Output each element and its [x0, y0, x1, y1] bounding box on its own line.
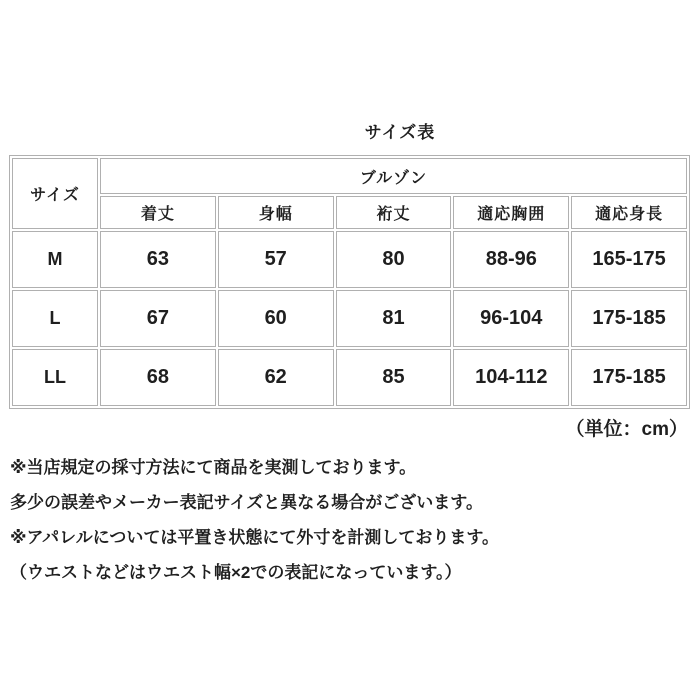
column-header-sleeve-length: 裄丈 [336, 196, 452, 229]
note-line: ※当店規定の採寸方法にて商品を実測しております。 [10, 458, 417, 477]
table-row [12, 349, 687, 406]
value-cell: 104-112 [453, 349, 569, 406]
value-cell: 62 [218, 349, 334, 406]
value-cell: 165-175 [571, 231, 687, 288]
value-cell: 63 [100, 231, 216, 288]
page-title: サイズ表 [364, 123, 436, 142]
size-cell: M [12, 231, 98, 288]
column-header-body-width: 身幅 [218, 196, 334, 229]
table-row [12, 290, 687, 347]
value-cell: 85 [336, 349, 452, 406]
value-cell: 80 [336, 231, 452, 288]
value-cell: 67 [100, 290, 216, 347]
size-table [9, 155, 690, 409]
table-row [12, 231, 687, 288]
value-cell: 175-185 [571, 290, 687, 347]
value-cell: 57 [218, 231, 334, 288]
size-cell: LL [12, 349, 98, 406]
measurement-notes [0, 450, 700, 590]
value-cell: 81 [336, 290, 452, 347]
column-header-height: 適応身長 [571, 196, 687, 229]
size-cell: L [12, 290, 98, 347]
note-line: ※アパレルについては平置き状態にて外寸を計測しております。 [10, 528, 500, 547]
value-cell: 68 [100, 349, 216, 406]
value-cell: 175-185 [571, 349, 687, 406]
table-column-header-row [12, 196, 687, 229]
value-cell: 96-104 [453, 290, 569, 347]
column-header-chest: 適応胸囲 [453, 196, 569, 229]
note-line: 多少の誤差やメーカー表記サイズと異なる場合がございます。 [10, 493, 483, 512]
value-cell: 88-96 [453, 231, 569, 288]
unit-note: （単位：cm） [565, 419, 688, 440]
table-group-header-row [12, 158, 687, 194]
note-line: （ウエストなどはウエスト幅×2での表記になっています。） [10, 563, 462, 582]
column-header-body-length: 着丈 [100, 196, 216, 229]
garment-type-header: ブルゾン [100, 158, 687, 194]
size-column-header: サイズ [12, 158, 98, 229]
value-cell: 60 [218, 290, 334, 347]
